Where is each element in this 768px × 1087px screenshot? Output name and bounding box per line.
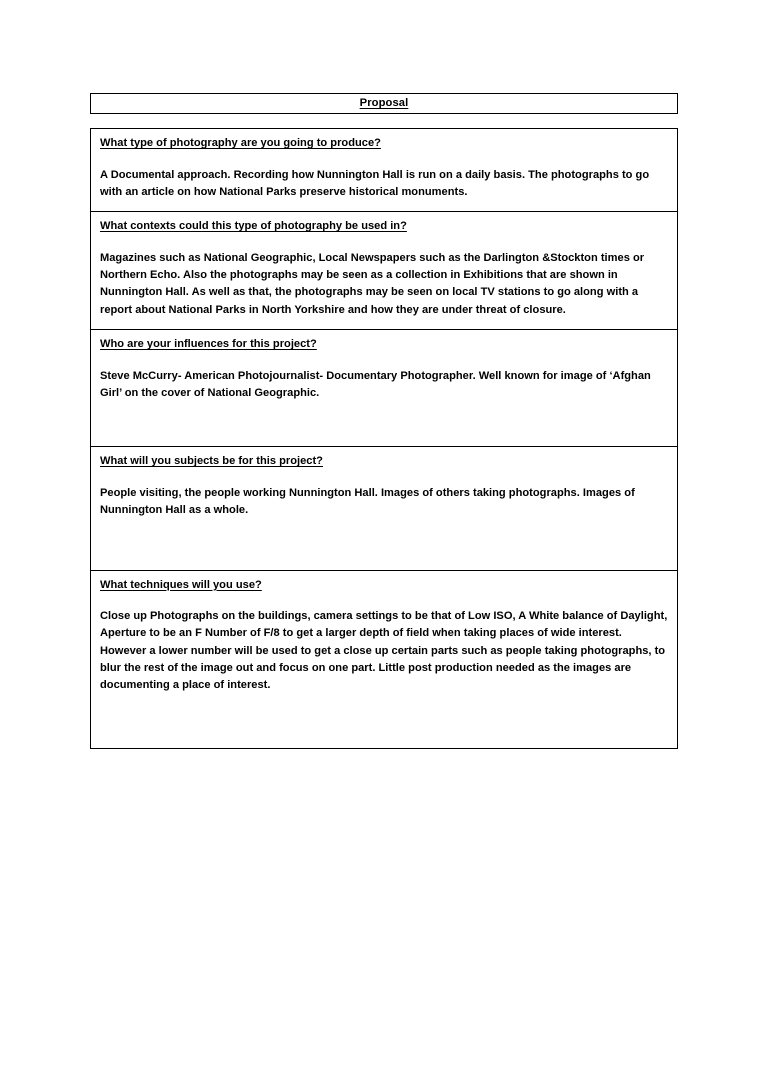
- table-row: [91, 129, 677, 212]
- blank-line: [100, 152, 668, 167]
- table-row: [91, 330, 677, 447]
- answer-text: Magazines such as National Geographic, Local Newspapers such as the Darlington &Stockton times or Northern Echo. Also the photographs may be seen as a collection in Exhibitions that are shown in Nunnington Hall. As well as that, the photographs may be seen on local TV stations to go along with a report about National Parks in North Yorkshire and how they are under threat of closure.: [100, 251, 645, 316]
- question-label: What contexts could this type of photography be used in?: [100, 220, 407, 233]
- blank-line: [100, 593, 668, 608]
- answer-text: Close up Photographs on the buildings, camera settings to be that of Low ISO, A White balance of Daylight, Aperture to be an F Number of F/8 to get a larger depth of field when taking places of wide interest. However a lower number will be used to get a close up certain parts such as people taking photographs, to blur the rest of the image out and focus on one part. Little post production needed as the images are documenting a place of interest.: [100, 610, 668, 692]
- document-title-box: [90, 93, 678, 114]
- proposal-questions-table: [90, 128, 678, 749]
- answer-text: People visiting, the people working Nunnington Hall. Images of others taking photographs. Images of Nunnington Hall as a whole.: [100, 486, 635, 517]
- table-row: [91, 571, 677, 748]
- question-label: What type of photography are you going to produce?: [100, 137, 381, 149]
- question-label: What techniques will you use?: [100, 578, 262, 591]
- question-label: Who are your influences for this project?: [100, 338, 317, 351]
- table-row: [91, 212, 677, 330]
- question-label: What will you subjects be for this project?: [100, 455, 323, 468]
- blank-line: [100, 235, 668, 250]
- blank-line: [100, 353, 668, 368]
- blank-line: [100, 470, 668, 485]
- page-title: Proposal: [359, 96, 409, 109]
- answer-text: Steve McCurry- American Photojournalist- Documentary Photographer. Well known for image of ‘Afghan Girl’ on the cover of National Geographic.: [100, 369, 651, 399]
- table-row: [91, 447, 677, 570]
- answer-text: A Documental approach. Recording how Nunnington Hall is run on a daily basis. The photographs to go with an article on how National Parks preserve historical monuments.: [100, 168, 650, 198]
